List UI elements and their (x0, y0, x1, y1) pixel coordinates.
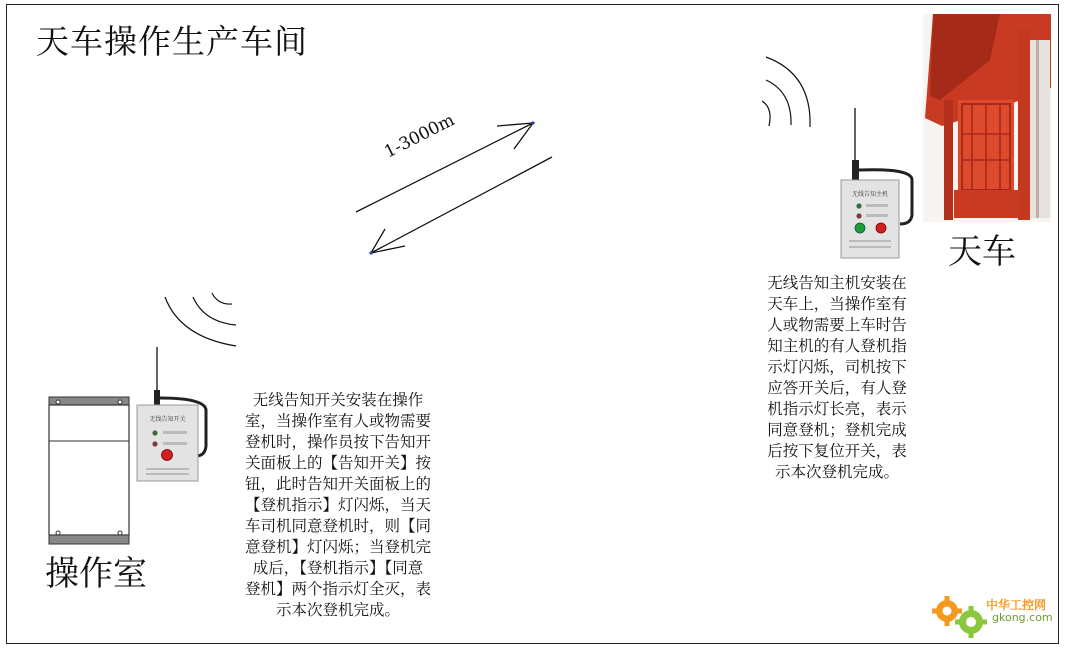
description-line: 知主机的有人登机指 (767, 337, 907, 355)
description-line: 车司机同意登机时，则【同 (244, 517, 431, 535)
description-line: 意登机】灯闪烁；当登机完 (244, 538, 431, 556)
description-line: 天车上，当操作室有 (767, 295, 907, 313)
description-line: 无线告知开关安装在操作 (252, 391, 424, 409)
page-title: 天车操作生产车间 (36, 22, 308, 61)
svg-text:无线告知主机: 无线告知主机 (851, 191, 889, 198)
crane-label: 天车 (948, 232, 1016, 272)
description-line: 机指示灯长亮，表示 (767, 400, 907, 418)
description-line: 人或物需要上车时告 (767, 316, 907, 334)
svg-text:无线告知开关: 无线告知开关 (149, 416, 186, 423)
watermark-url: gkong.com (992, 611, 1053, 624)
description-line: 登机】两个指示灯全灭，表 (244, 580, 431, 598)
description-line: 后按下复位开关，表 (767, 442, 907, 460)
watermark-brand: 中华工控网 (986, 598, 1047, 612)
radio-waves-icon (165, 293, 236, 346)
description-line: 【登机指示】灯闪烁，当天 (244, 496, 431, 514)
arrow-tip-marker (531, 121, 534, 124)
signal-arrow-up (356, 123, 533, 212)
description-line: 无线告知主机安装在 (767, 274, 907, 292)
description-line: 成后，【登机指示】【同意 (252, 559, 424, 577)
signal-arrow-down (371, 157, 552, 253)
description-line: 应答开关后，有人登 (767, 379, 907, 397)
distance-label: 1-3000m (381, 110, 458, 163)
radio-waves-icon (762, 57, 810, 127)
operator-room-description (232, 390, 444, 621)
description-line: 室，当操作室有人或物需要 (244, 412, 431, 430)
description-line: 关面板上的【告知开关】按 (244, 454, 431, 472)
description-line: 示灯闪烁，司机按下 (767, 358, 907, 376)
description-line: 同意登机；登机完成 (767, 421, 907, 439)
description-line: 钮，此时告知开关面板上的 (244, 475, 431, 493)
gkong-gear-logo-icon (932, 596, 987, 638)
wireless-switch-device-icon (137, 347, 206, 481)
operator-room-label: 操作室 (45, 554, 147, 594)
arrow-tip-marker (369, 251, 372, 254)
description-line: 示本次登机完成。 (275, 601, 400, 619)
operator-room-cabinet-icon (49, 397, 129, 544)
description-line: 示本次登机完成。 (774, 463, 899, 481)
wireless-host-device-icon (841, 108, 912, 258)
overhead-crane-icon (923, 14, 1051, 222)
crane-description (755, 273, 919, 483)
description-line: 登机时，操作员按下告知开 (244, 433, 431, 451)
